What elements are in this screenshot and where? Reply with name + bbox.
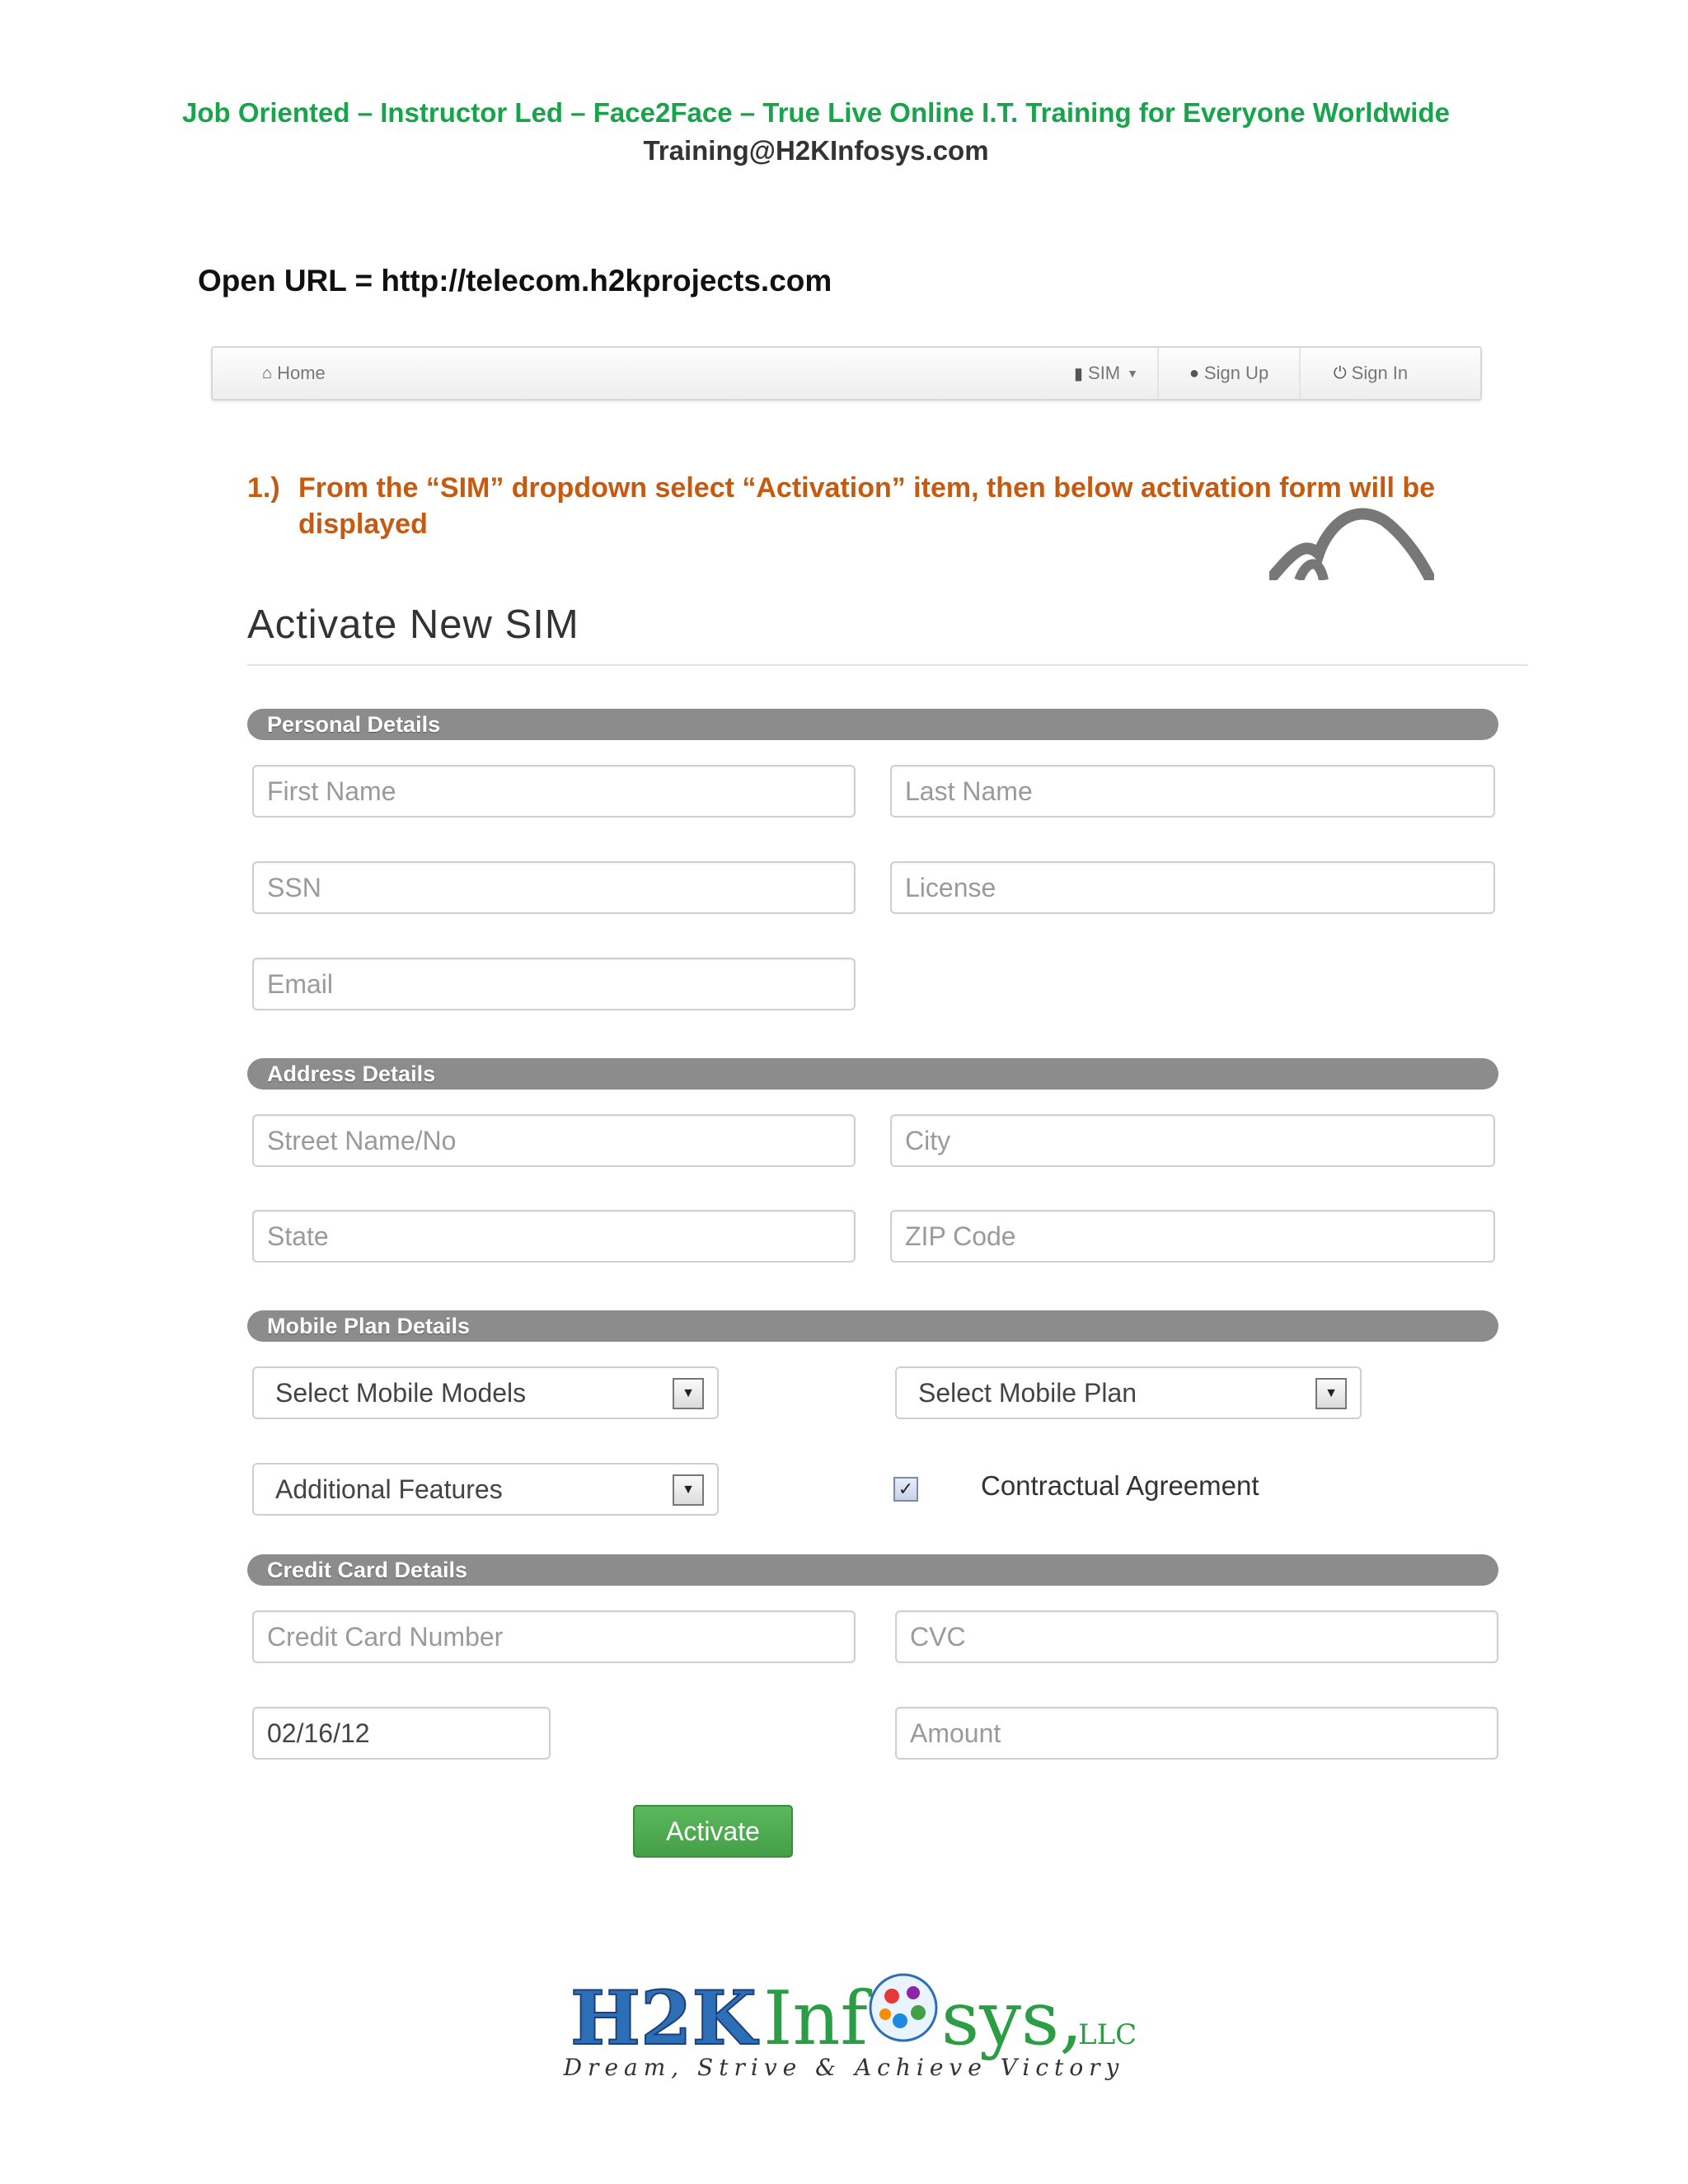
email-input[interactable] bbox=[252, 958, 856, 1010]
nav-sign-in[interactable] bbox=[1299, 348, 1441, 399]
title-divider bbox=[247, 664, 1528, 666]
amount-input[interactable] bbox=[895, 1707, 1498, 1760]
user-icon: ● bbox=[1189, 363, 1199, 382]
section-mobile-plan-details: Mobile Plan Details bbox=[247, 1310, 1498, 1342]
header-tagline: Job Oriented – Instructor Led – Face2Face – True Live Online I.T. Training for Everyone Worldwide bbox=[182, 97, 1450, 128]
contractual-agreement-checkbox[interactable]: ✓ bbox=[893, 1477, 918, 1502]
cvc-input[interactable] bbox=[895, 1610, 1498, 1663]
mobile-models-select-value: Select Mobile Models bbox=[275, 1377, 527, 1408]
open-url-text: Open URL = http://telecom.h2kprojects.com bbox=[198, 264, 832, 298]
section-address-details: Address Details bbox=[247, 1058, 1498, 1090]
logo-llc: LLC bbox=[1078, 2018, 1137, 2051]
nav-sign-up[interactable] bbox=[1157, 348, 1299, 399]
dropdown-arrow-icon[interactable]: ▼ bbox=[673, 1474, 704, 1506]
section-personal-details: Personal Details bbox=[247, 709, 1498, 740]
caret-down-icon: ▼ bbox=[1127, 367, 1138, 380]
last-name-input[interactable] bbox=[890, 765, 1495, 818]
logo-inf: Inf bbox=[763, 1975, 868, 2062]
instruction-text: From the “SIM” dropdown select “Activation” item, then below activation form will be displayed bbox=[298, 472, 1436, 540]
dropdown-arrow-icon[interactable]: ▼ bbox=[1315, 1378, 1347, 1409]
license-input[interactable] bbox=[890, 861, 1495, 914]
logo-tagline: Dream, Strive & Achieve Victory bbox=[563, 2054, 1125, 2081]
form-title: Activate New SIM bbox=[247, 602, 579, 647]
first-name-input[interactable] bbox=[252, 765, 856, 818]
state-input[interactable] bbox=[252, 1210, 856, 1263]
section-credit-card-details: Credit Card Details bbox=[247, 1554, 1498, 1586]
nav-home-label: Home bbox=[277, 363, 326, 383]
mobile-plan-select[interactable] bbox=[895, 1366, 1362, 1419]
file-icon: ▮ bbox=[1074, 364, 1084, 383]
mobile-models-select[interactable] bbox=[252, 1366, 719, 1419]
nav-sign-up-label: Sign Up bbox=[1203, 363, 1269, 383]
logo-sys: sys, bbox=[941, 1975, 1083, 2062]
globe-icon bbox=[870, 1975, 936, 2041]
zip-code-input[interactable] bbox=[890, 1210, 1495, 1263]
nav-home[interactable] bbox=[262, 348, 326, 399]
city-input[interactable] bbox=[890, 1114, 1495, 1167]
contractual-agreement-label: Contractual Agreement bbox=[981, 1470, 1259, 1501]
ssn-input[interactable] bbox=[252, 861, 856, 914]
logo-h2k: H2K bbox=[570, 1975, 757, 2062]
street-input[interactable] bbox=[252, 1114, 856, 1167]
nav-sign-in-label: Sign In bbox=[1351, 363, 1409, 383]
home-icon: ⌂ bbox=[262, 363, 273, 382]
additional-features-select[interactable] bbox=[252, 1463, 719, 1516]
decorative-swirl bbox=[1269, 504, 1434, 580]
nav-sim-label: SIM bbox=[1088, 363, 1121, 383]
power-icon: ⏻ bbox=[1333, 363, 1347, 382]
header-email: Training@H2KInfosys.com bbox=[643, 135, 989, 166]
instruction-number: 1.) bbox=[247, 472, 280, 504]
credit-card-number-input[interactable] bbox=[252, 1610, 856, 1663]
navbar bbox=[211, 346, 1482, 401]
additional-features-select-value: Additional Features bbox=[275, 1474, 503, 1504]
dropdown-arrow-icon[interactable]: ▼ bbox=[673, 1378, 704, 1409]
expiry-date-input[interactable] bbox=[252, 1707, 551, 1760]
nav-sim-dropdown[interactable] bbox=[1057, 348, 1156, 399]
mobile-plan-select-value: Select Mobile Plan bbox=[918, 1377, 1137, 1408]
activate-button[interactable]: Activate bbox=[633, 1805, 793, 1858]
